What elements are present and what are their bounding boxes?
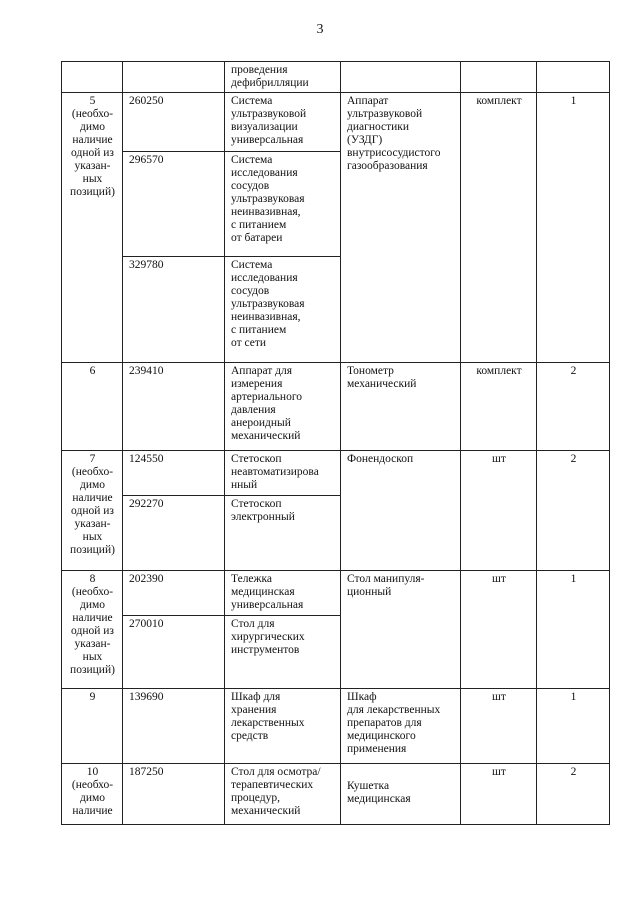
- name-cell: Стетоскоп электронный: [225, 496, 341, 571]
- qty-cell: 1: [537, 93, 610, 363]
- type-cell: Кушетка медицинская: [341, 764, 461, 825]
- unit-cell: шт: [461, 571, 537, 689]
- code-cell: 270010: [123, 616, 225, 689]
- table-cell: [123, 62, 225, 93]
- table-row: [62, 363, 610, 451]
- code-cell: 239410: [123, 363, 225, 451]
- type-cell: Тонометр механический: [341, 363, 461, 451]
- name-cell: Тележка медицинская универсальная: [225, 571, 341, 616]
- table-row: [62, 689, 610, 764]
- unit-cell: комплект: [461, 363, 537, 451]
- name-cell: Система исследования сосудов ультразвуковая неинвазивная, с питанием от сети: [225, 257, 341, 363]
- type-cell: Шкаф для лекарственных препаратов для медицинского применения: [341, 689, 461, 764]
- unit-cell: комплект: [461, 93, 537, 363]
- page-number: 3: [316, 22, 324, 37]
- table-cell: [62, 62, 123, 93]
- row-number-cell: 7 (необхо- димо наличие одной из указан- ных позиций): [62, 451, 123, 571]
- table-row: [62, 451, 610, 496]
- name-cell: Стол для хирургических инструментов: [225, 616, 341, 689]
- row-number-cell: 8 (необхо- димо наличие одной из указан- ных позиций): [62, 571, 123, 689]
- code-cell: 124550: [123, 451, 225, 496]
- row-number-cell: 9: [62, 689, 123, 764]
- table-row: [62, 93, 610, 152]
- code-cell: 260250: [123, 93, 225, 152]
- row-number-cell: 6: [62, 363, 123, 451]
- table-cell: [537, 62, 610, 93]
- code-cell: 187250: [123, 764, 225, 825]
- unit-cell: шт: [461, 451, 537, 571]
- qty-cell: 2: [537, 764, 610, 825]
- qty-cell: 2: [537, 451, 610, 571]
- unit-cell: шт: [461, 689, 537, 764]
- name-cell: Система ультразвуковой визуализации универсальная: [225, 93, 341, 152]
- name-cell: Аппарат для измерения артериального давления анероидный механический: [225, 363, 341, 451]
- type-cell: Фонендоскоп: [341, 451, 461, 571]
- code-cell: 202390: [123, 571, 225, 616]
- name-cell: Стетоскоп неавтоматизирова нный: [225, 451, 341, 496]
- table-cell: [341, 62, 461, 93]
- qty-cell: 1: [537, 571, 610, 689]
- type-cell: Аппарат ультразвуковой диагностики (УЗДГ) внутрисосудистого газообразования: [341, 93, 461, 363]
- table-cell: [461, 62, 537, 93]
- table-row: [62, 764, 610, 825]
- table-row: [62, 571, 610, 616]
- table-cell-name: проведения дефибрилляции: [225, 62, 341, 93]
- code-cell: 296570: [123, 152, 225, 257]
- code-cell: 292270: [123, 496, 225, 571]
- qty-cell: 1: [537, 689, 610, 764]
- equipment-table: [61, 61, 610, 825]
- row-number-cell: 5 (необхо- димо наличие одной из указан- ных позиций): [62, 93, 123, 363]
- code-cell: 329780: [123, 257, 225, 363]
- code-cell: 139690: [123, 689, 225, 764]
- unit-cell: шт: [461, 764, 537, 825]
- qty-cell: 2: [537, 363, 610, 451]
- name-cell: Стол для осмотра/ терапевтических процедур, механический: [225, 764, 341, 825]
- row-number-cell: 10 (необхо- димо наличие: [62, 764, 123, 825]
- name-cell: Система исследования сосудов ультразвуковая неинвазивная, с питанием от батареи: [225, 152, 341, 257]
- table-row: [62, 62, 610, 93]
- name-cell: Шкаф для хранения лекарственных средств: [225, 689, 341, 764]
- type-cell: Стол манипуля- ционный: [341, 571, 461, 689]
